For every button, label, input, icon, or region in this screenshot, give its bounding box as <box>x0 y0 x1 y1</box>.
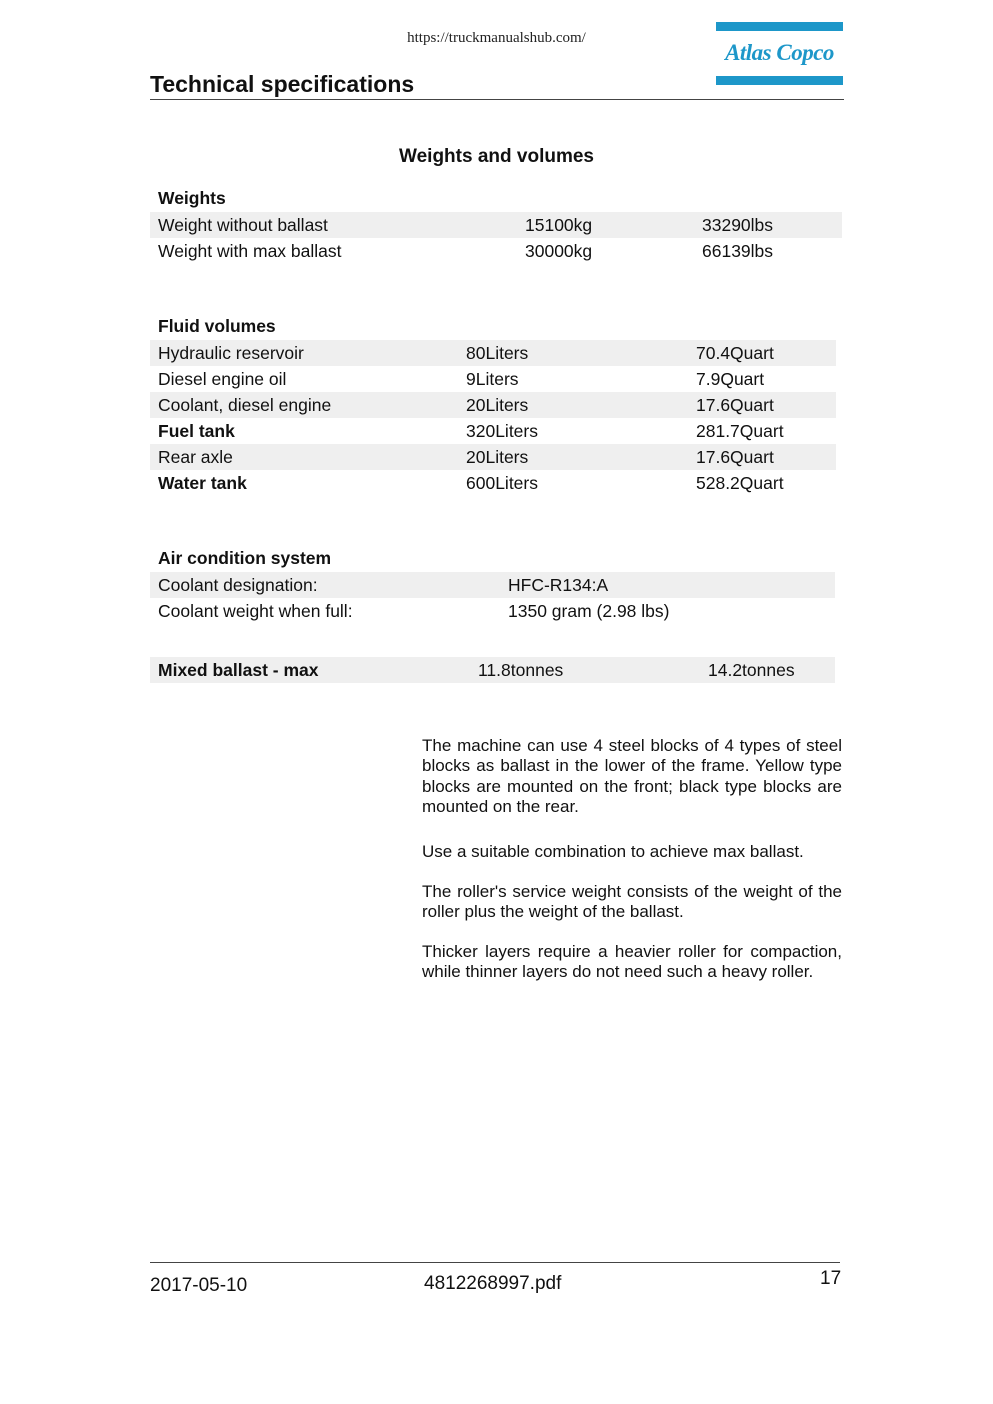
fluid-row-label: Hydraulic reservoir <box>158 343 304 363</box>
fluid-row-imperial: 528.2Quart <box>696 473 784 493</box>
air-condition-row-label: Coolant designation: <box>158 575 318 595</box>
source-url: https://truckmanualshub.com/ <box>407 30 586 46</box>
air-condition-row-value: HFC-R134:A <box>508 575 609 595</box>
mixed-ballast-value-1: 11.8tonnes <box>478 660 564 680</box>
fluid-row-metric: 80Liters <box>466 343 529 363</box>
air-condition-row-value: 1350 gram (2.98 lbs) <box>508 601 670 621</box>
air-condition-row-label: Coolant weight when full: <box>158 601 353 621</box>
page-number: 17 <box>820 1268 842 1289</box>
fluid-volumes-heading: Fluid volumes <box>158 316 276 336</box>
ballast-paragraph: The machine can use 4 steel blocks of 4 types of steel blocks as ballast in the lower of the frame. Yellow type blocks are mounted on the front; black type blocks are mounted on the rear. <box>422 736 842 816</box>
fluid-row-metric: 320Liters <box>466 421 538 441</box>
mixed-ballast-row <box>150 657 835 683</box>
fluid-row <box>150 418 836 444</box>
layers-paragraph: Thicker layers require a heavier roller for compaction, while thinner layers do not need such a heavy roller. <box>422 942 842 982</box>
footer-filename: 4812268997.pdf <box>424 1273 562 1294</box>
fluid-row <box>150 392 836 418</box>
weights-row <box>150 238 842 264</box>
weights-row <box>150 212 842 238</box>
fluid-row-metric: 20Liters <box>466 447 529 467</box>
service-weight-paragraph: The roller's service weight consists of the weight of the roller plus the weight of the ballast. <box>422 882 842 922</box>
section-heading: Weights and volumes <box>399 146 594 167</box>
footer-date: 2017-05-10 <box>150 1275 248 1296</box>
fluid-row-metric: 9Liters <box>466 369 519 389</box>
air-condition-heading: Air condition system <box>158 548 332 568</box>
footer-divider <box>150 1262 840 1263</box>
fluid-row-imperial: 70.4Quart <box>696 343 774 363</box>
fluid-row <box>150 470 836 496</box>
weights-row-metric: 30000kg <box>525 241 593 261</box>
page-title: Technical specifications <box>150 71 415 97</box>
logo-wordmark: Atlas Copco <box>725 40 834 65</box>
fluid-row-metric: 600Liters <box>466 473 538 493</box>
weights-row-metric: 15100kg <box>525 215 593 235</box>
weights-row-label: Weight with max ballast <box>158 241 342 261</box>
mixed-ballast-value-2: 14.2tonnes <box>708 660 795 680</box>
weights-row-imperial: 66139lbs <box>702 241 774 261</box>
air-condition-row <box>150 572 835 598</box>
fluid-row-metric: 20Liters <box>466 395 529 415</box>
fluid-row-imperial: 281.7Quart <box>696 421 784 441</box>
weights-row-label: Weight without ballast <box>158 215 328 235</box>
weights-row-imperial: 33290lbs <box>702 215 774 235</box>
fluid-row-label: Water tank <box>158 473 247 493</box>
fluid-row-imperial: 7.9Quart <box>696 369 765 389</box>
air-condition-row <box>150 598 835 624</box>
fluid-row-label: Rear axle <box>158 447 233 467</box>
fluid-row-imperial: 17.6Quart <box>696 395 774 415</box>
header-divider <box>150 99 844 100</box>
fluid-row-label: Fuel tank <box>158 421 235 441</box>
fluid-row-label: Coolant, diesel engine <box>158 395 332 415</box>
fluid-row <box>150 340 836 366</box>
fluid-row <box>150 366 836 392</box>
weights-heading: Weights <box>158 188 226 208</box>
logo-bar-top <box>716 22 843 31</box>
logo-bar-bottom <box>716 76 843 85</box>
atlas-copco-logo <box>716 22 843 85</box>
fluid-row-imperial: 17.6Quart <box>696 447 774 467</box>
fluid-row <box>150 444 836 470</box>
fluid-row-label: Diesel engine oil <box>158 369 287 389</box>
mixed-ballast-label: Mixed ballast - max <box>158 660 319 680</box>
combination-paragraph: Use a suitable combination to achieve max ballast. <box>422 842 804 861</box>
